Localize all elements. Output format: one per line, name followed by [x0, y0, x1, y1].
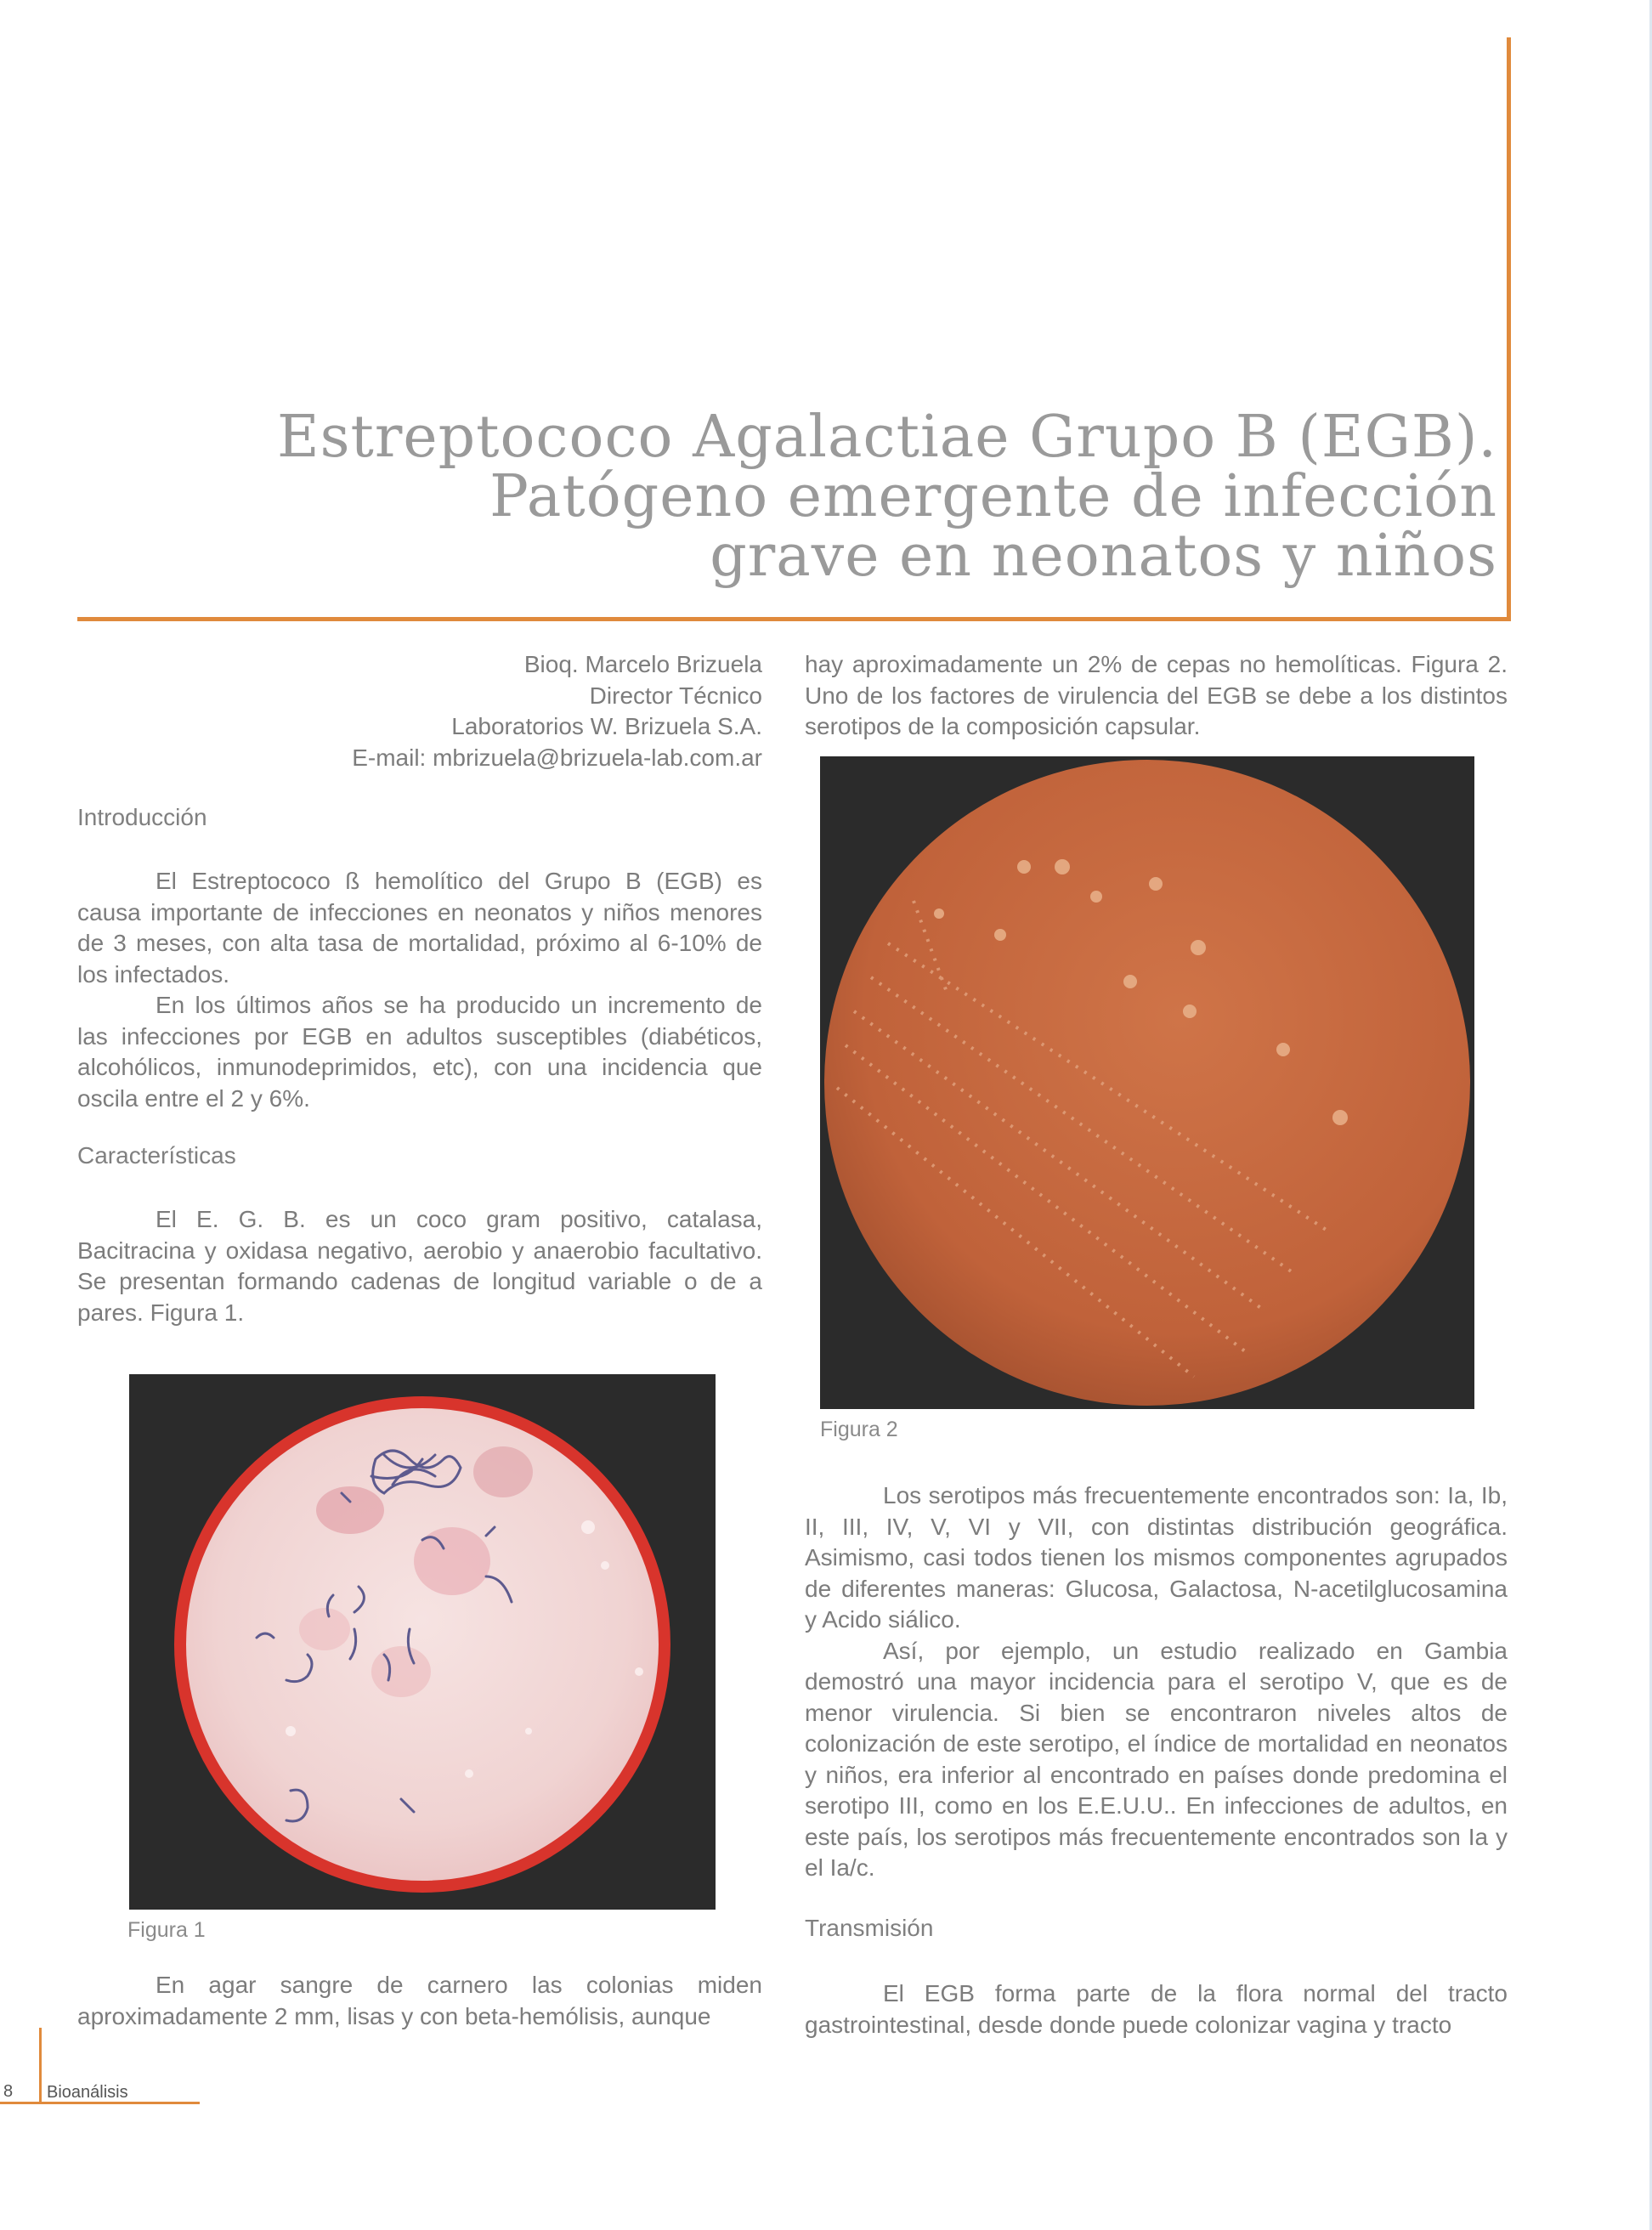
author-role: Director Técnico [589, 682, 762, 709]
title-horizontal-rule [77, 617, 1511, 621]
journal-name: Bioanálisis [47, 2083, 128, 2102]
caract-paragraph: El E. G. B. es un coco gram positivo, catalasa, Bacitracina y oxidasa negativo, aerobio y anaerobio facultativo. Se presentan formando cadenas de longitud variable o de a pares. Figura 1. [77, 1206, 762, 1326]
title-line-2: Patógeno emergente de infección [489, 463, 1497, 530]
hemolysis-paragraph: hay aproximadamente un 2% de cepas no hemolíticas. Figura 2. Uno de los factores de virulencia del EGB se debe a los distintos serotipos de la composición capsular. [805, 651, 1508, 739]
right-top-section [805, 649, 1508, 743]
page-number: 8 [3, 2082, 14, 2101]
title-line-3: grave en neonatos y niños [710, 523, 1497, 590]
heading-introduccion: Introducción [77, 804, 207, 830]
figure-2-caption: Figura 2 [820, 1418, 898, 1441]
caract-section [77, 1204, 762, 1328]
article-title [255, 404, 1497, 590]
transmission-section [805, 1978, 1508, 2040]
title-line-1: Estreptococo Agalactiae Grupo B (EGB). [277, 404, 1497, 471]
transmission-paragraph: El EGB forma parte de la flora normal del tracto gastrointestinal, desde donde puede colonizar vagina y tracto [805, 1980, 1508, 2038]
serotypes-section [805, 1480, 1508, 1884]
gram-stain-micrograph [129, 1374, 716, 1910]
serotypes-paragraph-2: Así, por ejemplo, un estudio realizado en Gambia demostró una mayor incidencia para el serotipo V, que es de menor virulencia. Si bien se encontraron niveles altos de colonización de este serotipo, el índice de mortalidad en neonatos y niños, era inferior al encontrado en países donde predomina el serotipo III, como en los E.E.U.U.. En infecciones de adultos, en este país, los serotipos más frecuentemente encontrados son Ia y el Ia/c. [805, 1637, 1508, 1881]
figure-2-image [820, 756, 1474, 1409]
serotypes-paragraph-1: Los serotipos más frecuentemente encontrados son: Ia, Ib, II, III, IV, V, VI y VII, con distintas distribución geográfica. Asimismo, casi todos tienen los mismos componentes agrupados de diferentes maneras: Glucosa, Galactosa, N-acetilglucosamina y Acido siálico. [805, 1482, 1508, 1633]
intro-paragraph-2: En los últimos años se ha producido un incremento de las infecciones por EGB en adultos susceptibles (diabéticos, alcohólicos, inmunodeprimidos, etc), con una incidencia que oscila entre el 2 y 6%. [77, 992, 762, 1112]
heading-caracteristicas: Características [77, 1142, 236, 1169]
author-email: E-mail: mbrizuela@brizuela-lab.com.ar [352, 744, 762, 771]
author-company: Laboratorios W. Brizuela S.A. [451, 713, 762, 739]
agar-section [77, 1970, 762, 2032]
footer-vertical-rule [39, 2028, 42, 2104]
figure-1-caption: Figura 1 [127, 1918, 206, 1942]
title-vertical-rule [1507, 37, 1511, 620]
blood-agar-plate-photo [820, 756, 1474, 1409]
intro-paragraph-1: El Estreptococo ß hemolítico del Grupo B (EGB) es causa importante de infecciones en neonatos y niños menores de 3 meses, con alta tasa de mortalidad, próximo al 6-10% de los infectados. [77, 868, 762, 988]
author-block [77, 649, 762, 773]
figure-1-image [129, 1374, 716, 1910]
intro-section [77, 866, 762, 1114]
agar-paragraph: En agar sangre de carnero las colonias miden aproximadamente 2 mm, lisas y con beta-hemólisis, aunque [77, 1972, 762, 2029]
heading-transmision: Transmisión [805, 1915, 934, 1941]
author-name: Bioq. Marcelo Brizuela [523, 651, 762, 677]
